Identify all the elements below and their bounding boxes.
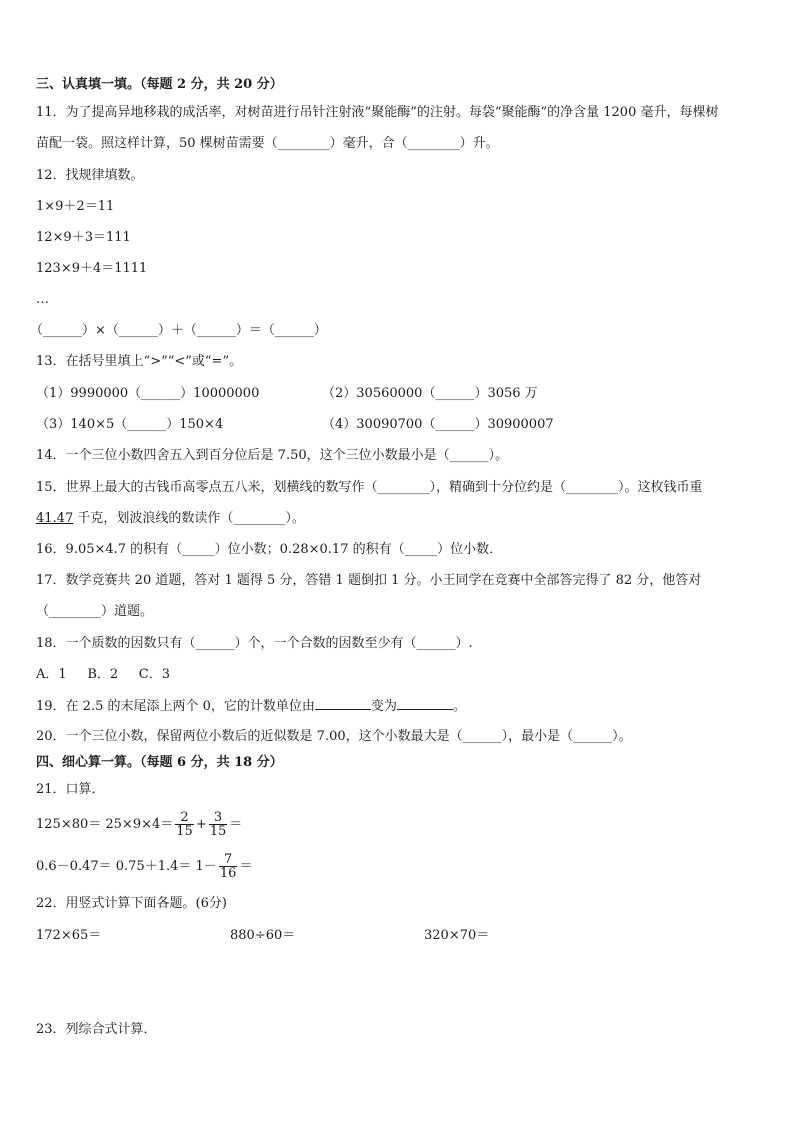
q21-row1-plus: + — [195, 817, 207, 832]
q21-row1-frac1 — [175, 811, 194, 838]
q15-wavy-number: 41.47 — [36, 511, 74, 526]
frac2-numerator: 3 — [209, 811, 228, 825]
q13-item3: （3）140×5（______）150×4 — [36, 417, 224, 432]
frac3-numerator: 7 — [219, 853, 238, 867]
q21-row2-c-prefix: 1－ — [195, 859, 217, 874]
q17-line1: 17．数学竞赛共 20 道题，答对 1 题得 5 分，答错 1 题倒扣 1 分。小王同学在竞赛中全部答完得了 82 分，他答对 — [36, 573, 702, 588]
q23-title: 23．列综合式计算． — [36, 1022, 157, 1037]
q21-row1-frac2 — [209, 811, 228, 838]
q22-title: 22．用竖式计算下面各题。(6分) — [36, 896, 227, 911]
q15-line2-rest: 千克，划波浪线的数读作（________）。 — [73, 511, 305, 526]
q13-item4: （4）30090700（______）30900007 — [322, 417, 554, 432]
q21-row2 — [36, 852, 252, 882]
section3-title: 三、认真填一填。（每题 2 分，共 20 分） — [36, 77, 283, 92]
q19-blank2 — [397, 697, 453, 710]
frac1-denominator: 15 — [176, 824, 193, 839]
q13-title: 13．在括号里填上“>”“<”或“=”。 — [36, 354, 243, 369]
frac1-numerator: 2 — [175, 811, 194, 825]
q21-row2-frac — [219, 853, 238, 880]
frac2-denominator: 15 — [209, 824, 227, 839]
q21-row1-eq: ＝ — [229, 817, 243, 832]
q21-row2-b: 0.75＋1.4＝ — [115, 859, 192, 874]
q21-row1-b: 25×9×4＝ — [105, 817, 174, 832]
q19-suffix: 。 — [452, 699, 466, 714]
q19-blank1 — [315, 697, 371, 710]
q14: 14．一个三位小数四舍五入到百分位后是 7.50，这个三位小数最小是（______）。 — [36, 448, 509, 463]
q15-line2 — [36, 510, 305, 528]
q12-eq2: 12×9＋3＝111 — [36, 230, 131, 245]
q19-middle: 变为 — [370, 699, 397, 714]
q21-title: 21．口算． — [36, 782, 105, 797]
q12-title: 12．找规律填数。 — [36, 168, 144, 183]
q12-ellipsis: … — [36, 292, 49, 307]
q19-prefix: 19．在 2.5 的末尾添上两个 0，它的计数单位由 — [36, 699, 315, 714]
q15-line1: 15．世界上最大的古钱币高零点五八米，划横线的数写作（________），精确到十分位约是（________）。这枚钱币重 — [36, 480, 703, 495]
q22-problem3: 320×70＝ — [424, 928, 490, 943]
q18-text: 18．一个质数的因数只有（______）个，一个合数的因数至少有（______）. — [36, 636, 473, 651]
q22-problem2: 880÷60＝ — [230, 928, 296, 943]
q13-item2: （2）30560000（______）3056 万 — [322, 386, 538, 401]
q12-eq3: 123×9＋4＝1111 — [36, 261, 148, 276]
q11-line2: 苗配一袋。照这样计算，50 棵树苗需要（________）毫升，合（________）升。 — [36, 136, 499, 151]
q16: 16．9.05×4.7 的积有（_____）位小数；0.28×0.17 的积有（_____）位小数． — [36, 542, 503, 557]
q21-row2-a: 0.6－0.47＝ — [36, 859, 112, 874]
q21-row1-a: 125×80＝ — [36, 817, 102, 832]
q21-row2-eq: ＝ — [239, 859, 253, 874]
frac3-denominator: 16 — [219, 866, 237, 881]
q22-problem1: 172×65＝ — [36, 928, 102, 943]
q19 — [36, 697, 466, 716]
q20: 20．一个三位小数，保留两位小数后的近似数是 7.00，这个小数最大是（______），最小是（______）。 — [36, 729, 632, 744]
q11-line1: 11．为了提高异地移栽的成活率，对树苗进行吊针注射液“聚能酶”的注射。每袋“聚能酶”的净含量 1200 毫升，每棵树 — [36, 105, 719, 120]
q12-eq1: 1×9＋2＝11 — [36, 199, 115, 214]
q12-answer: （______）×（______）＋（______）＝（______） — [30, 323, 327, 338]
section4-title: 四、细心算一算。（每题 6 分，共 18 分） — [36, 755, 283, 770]
q18-options: A．1 B．2 C．3 — [36, 667, 171, 682]
q17-line2: （________）道题。 — [36, 604, 154, 619]
q21-row1 — [36, 810, 242, 840]
q13-item1: （1）9990000（______）10000000 — [36, 386, 260, 401]
